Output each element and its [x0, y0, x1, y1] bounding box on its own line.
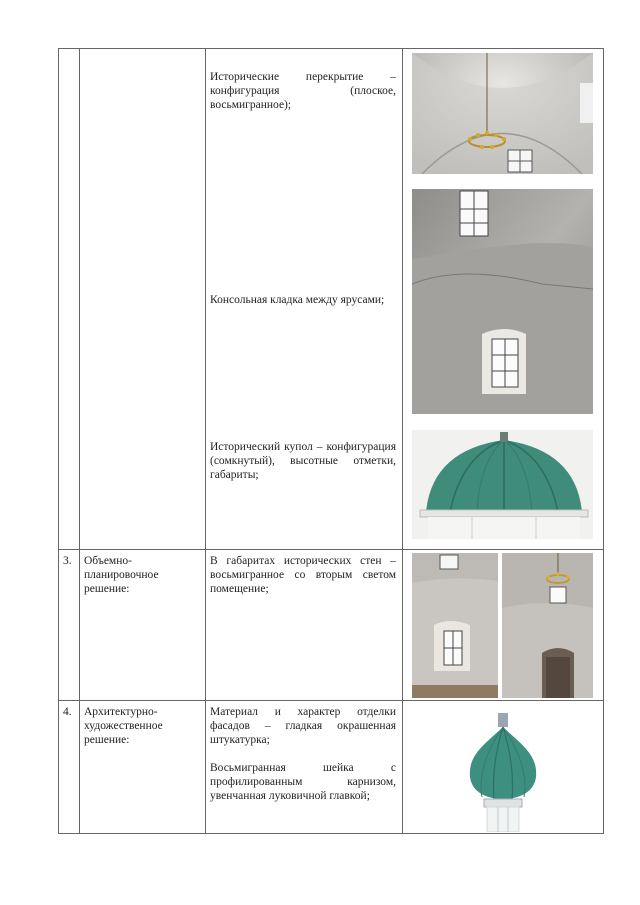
interior-wall-windows-photo	[412, 189, 593, 414]
row-number: 4.	[63, 706, 72, 718]
green-dome-photo	[412, 430, 593, 539]
row-title: Архитектурно-художественное решение:	[84, 706, 163, 746]
item-text: Восьмигранная шейка с профилированным карнизом, увенчанная луковичной главкой;	[210, 762, 396, 802]
table-border-left	[58, 48, 59, 834]
table-row-divider-1	[58, 549, 604, 550]
row-number: 3.	[63, 555, 72, 567]
table-col-divider-1	[79, 48, 80, 834]
item-text: В габаритах исторических стен – восьмигранное со вторым светом помещение;	[210, 555, 396, 595]
item-text: Исторический купол – конфигурация (сомкнутый), высотные отметки, габариты;	[210, 441, 396, 481]
row-title: Объемно-планировочное решение:	[84, 555, 159, 595]
table-border-top	[58, 48, 604, 49]
table-border-bottom	[58, 833, 604, 834]
table-col-divider-2	[205, 48, 206, 834]
table-row-divider-2	[58, 700, 604, 701]
interior-chandelier-photo	[502, 553, 593, 698]
onion-dome-photo	[412, 705, 593, 832]
item-text: Консольная кладка между ярусами;	[210, 294, 385, 306]
item-text: Материал и характер отделки фасадов – гладкая окрашенная штукатурка;	[210, 706, 396, 746]
table-border-right	[603, 48, 604, 834]
ceiling-chandelier-photo	[412, 53, 593, 174]
table-col-divider-3	[402, 48, 403, 834]
item-text: Исторические перекрытие – конфигурация (плоское, восьмигранное);	[210, 71, 396, 111]
interior-window-photo	[412, 553, 498, 698]
